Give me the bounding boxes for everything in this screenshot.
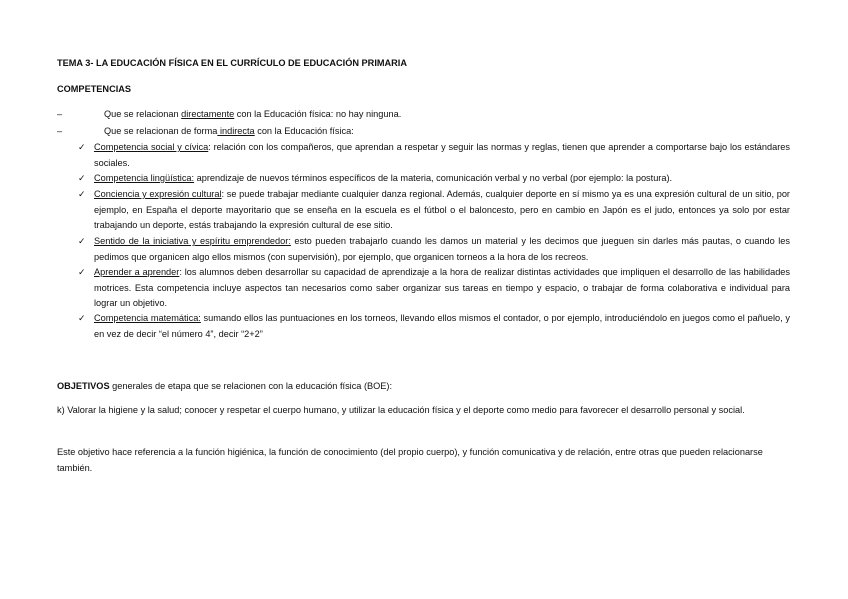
dash-text: Que se relacionan directamente con la Educación física: no hay ninguna. — [104, 109, 402, 119]
checkmark-icon: ✓ — [78, 236, 86, 246]
competencia-text: Aprender a aprender: los alumnos deben desarrollar su capacidad de aprendizaje a la hora de realizar distintas actividades que impliquen el desarrollo de las habilidades motrices. Esta competencia incluye aspectos tan necesarios como saber organizar sus tareas en tiempo y espacio, o trabajar de forma colaborativa e individual para lograr un objetivo. — [94, 267, 791, 308]
objetivos-heading: OBJETIVOS generales de etapa que se relacionen con la educación física (BOE): — [57, 381, 393, 391]
competencia-text: Sentido de la iniciativa y espíritu emprendedor: esto pueden trabajarlo cuando les damos un material y les decimos que jueguen sin darles más pautas, o cuando les pedimos que organicen algo ellos mismos (con supervisión), por ejemplo, que organicen torneos a la hora de los recreos. — [94, 236, 790, 262]
checkmark-icon: ✓ — [78, 173, 86, 183]
competencia-linguistica-item — [78, 171, 790, 187]
objetivo-k-paragraph: k) Valorar la higiene y la salud; conocer y respetar el cuerpo humano, y utilizar la educación física y el deporte como medio para favorecer el desarrollo personal y social. — [57, 405, 745, 415]
dash-mark: – — [57, 109, 63, 119]
competencia-text: Competencia lingüística: aprendizaje de nuevos términos específicos de la materia, comunicación verbal y no verbal (por ejemplo: la postura). — [94, 173, 673, 183]
competencia-text: Competencia social y cívica: relación con los compañeros, que aprendan a respetar y seguir las normas y reglas, tienen que aprender a comportarse bajo los estándares sociales. — [94, 142, 791, 168]
checkmark-icon: ✓ — [78, 313, 86, 323]
iniciativa-item — [78, 234, 790, 265]
checkmark-icon: ✓ — [78, 189, 86, 199]
aprender-item — [78, 265, 790, 312]
matematica-item — [78, 311, 790, 342]
checkmark-icon: ✓ — [78, 142, 86, 152]
checkmark-icon: ✓ — [78, 267, 86, 277]
competencia-social-item — [78, 140, 790, 171]
page-title: TEMA 3- LA EDUCACIÓN FÍSICA EN EL CURRÍCULO DE EDUCACIÓN PRIMARIA — [57, 58, 407, 68]
conciencia-cultural-item — [78, 187, 790, 234]
competencia-text: Competencia matemática: sumando ellos las puntuaciones en los torneos, llevando ellos mismos el contador, o por ejemplo, introduciéndolo en juegos como el pañuelo, y en vez de decir “el número 4”, decir “2+2” — [94, 313, 790, 339]
explicacion-paragraph: Este objetivo hace referencia a la función higiénica, la función de conocimiento (del propio cuerpo), y función comunicativa y de relación, entre otras que pueden relacionarse también. — [57, 447, 763, 473]
competencias-heading: COMPETENCIAS — [57, 84, 132, 94]
competencia-text: Conciencia y expresión cultural: se puede trabajar mediante cualquier danza regional. Además, cualquier deporte en sí mismo ya es una expresión cultural de un sitio, por ejemplo, en España el deporte mayoritario que se enseña en la escuela es el fútbol o el baloncesto, pero en cambio en Japón es el judo, entonces ya solo por estar trabajando un deporte, estás trabajando la expresión cultural de ese sitio. — [94, 189, 790, 230]
dash-text: Que se relacionan de forma indirecta con la Educación física: — [104, 126, 354, 136]
dash-mark: – — [57, 126, 63, 136]
